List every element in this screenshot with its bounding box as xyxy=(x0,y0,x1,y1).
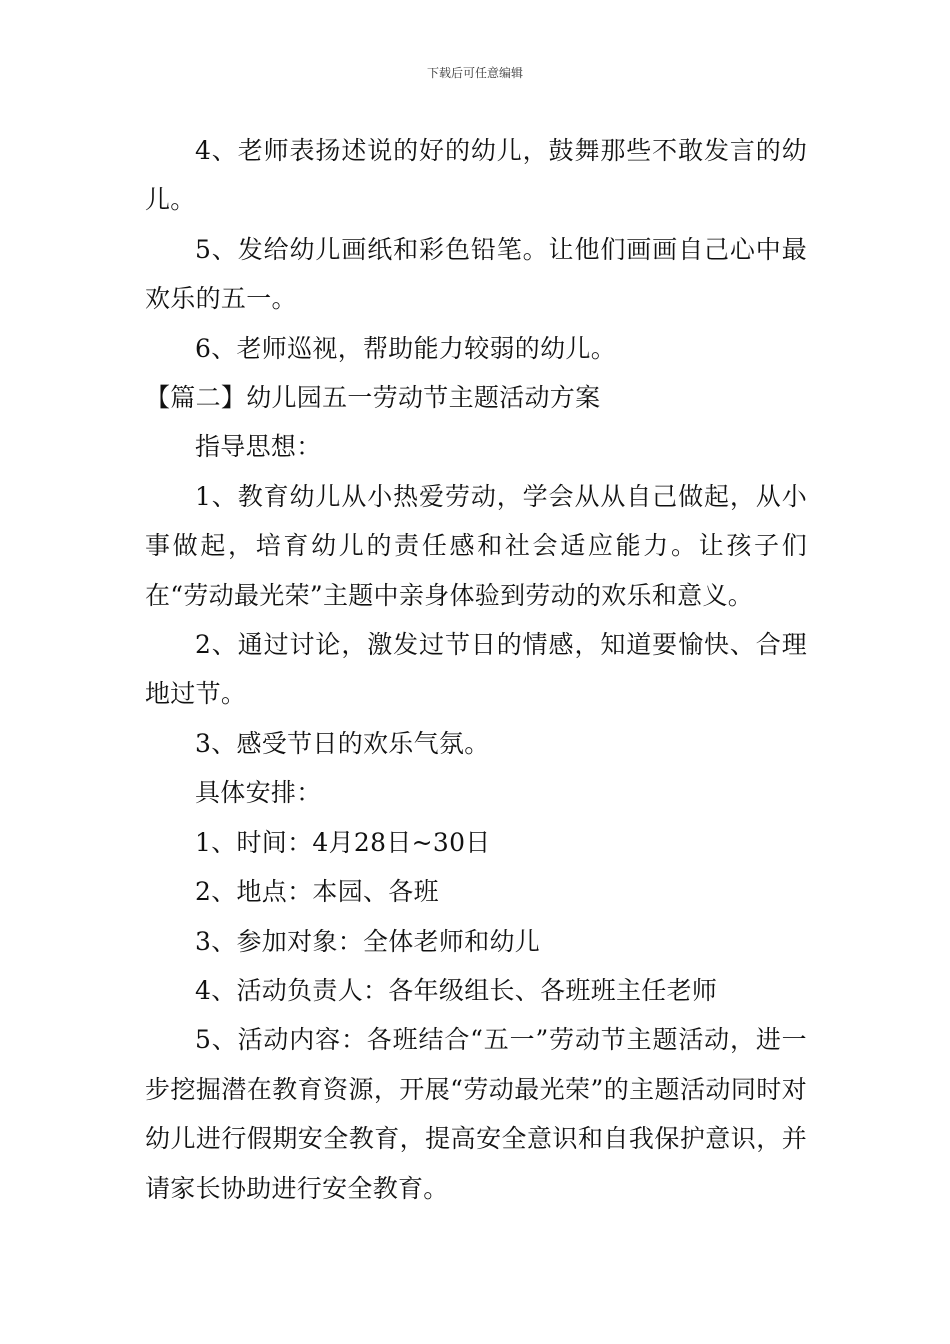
subheading-arrangement: 具体安排： xyxy=(195,778,322,808)
paragraph-responsible: 4、活动负责人：各年级组长、各班班主任老师 xyxy=(195,975,718,1005)
paragraph-item-4-praise: 4、老师表扬述说的好的幼儿，鼓舞那些不敢发言的幼儿。 xyxy=(145,136,807,215)
header-note: 下载后可任意编辑 xyxy=(426,66,523,80)
subheading-guiding-idea: 指导思想： xyxy=(195,432,322,462)
paragraph-item-5-drawing: 5、发给幼儿画纸和彩色铅笔。让他们画画自己心中最欢乐的五一。 xyxy=(145,234,807,314)
paragraph-participants: 3、参加对象：全体老师和幼儿 xyxy=(195,926,541,956)
paragraph-location: 2、地点：本园、各班 xyxy=(195,877,439,907)
paragraph-goal-3: 3、感受节日的欢乐气氛。 xyxy=(195,728,490,758)
section-heading: 【篇二】幼儿园五一劳动节主题活动方案 xyxy=(145,383,601,413)
paragraph-goal-2: 2、通过讨论，激发过节日的情感，知道要愉快、合理地过节。 xyxy=(145,630,807,709)
paragraph-activity-content: 5、活动内容：各班结合“五一”劳动节主题活动，进一步挖掘潜在教育资源，开展“劳动最光荣”的主题活动同时对幼儿进行假期安全教育，提高安全意识和自我保护意识，并请家长协助进行安全教育。 xyxy=(145,1025,807,1203)
paragraph-time: 1、时间：4月28日~30日 xyxy=(195,827,491,857)
document-body xyxy=(145,126,807,1213)
paragraph-goal-1: 1、教育幼儿从小热爱劳动，学会从从自己做起，从小事做起，培育幼儿的责任感和社会适应能力。让孩子们在“劳动最光荣”主题中亲身体验到劳动的欢乐和意义。 xyxy=(145,481,807,610)
paragraph-item-6-patrol: 6、老师巡视，帮助能力较弱的幼儿。 xyxy=(195,333,617,363)
